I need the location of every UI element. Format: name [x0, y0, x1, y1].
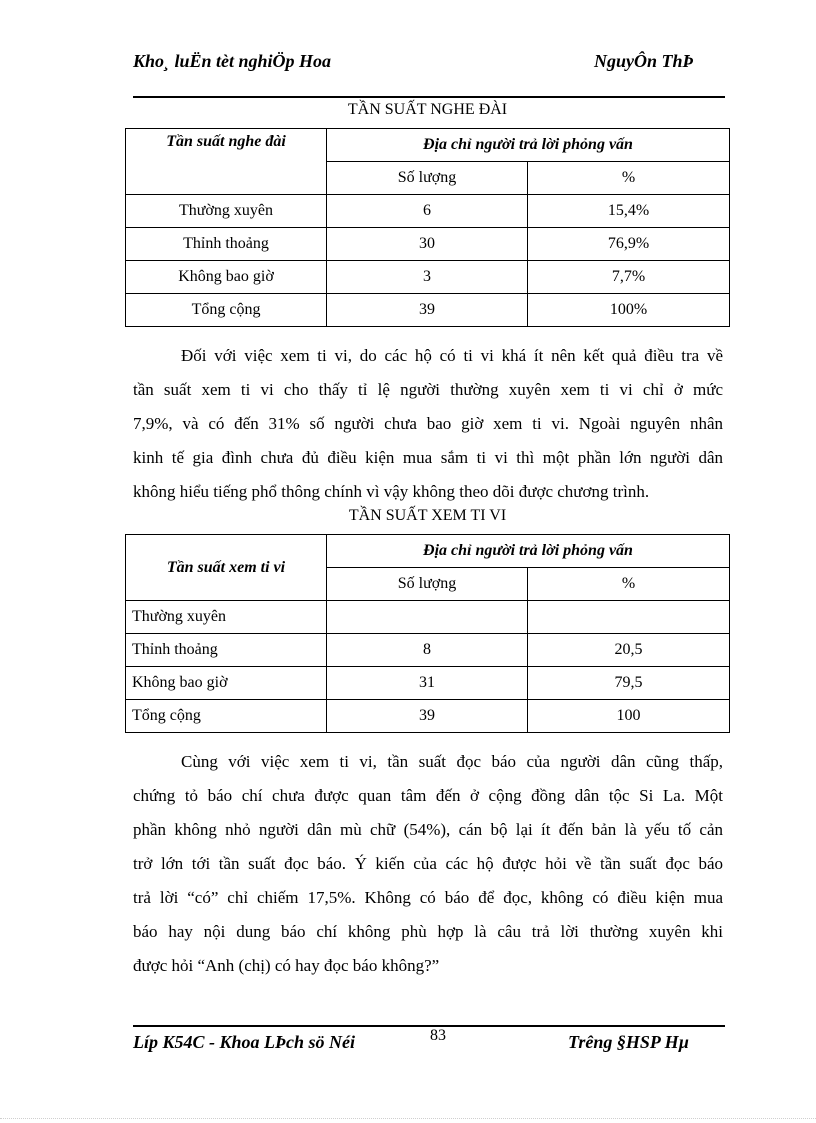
table1-row-pct: 100%	[528, 294, 730, 327]
table-row	[126, 634, 730, 667]
table2	[125, 534, 730, 733]
table-row	[126, 294, 730, 327]
table1-row-label: Thường xuyên	[126, 195, 327, 228]
table1-caption: TẦN SUẤT NGHE ĐÀI	[347, 101, 508, 118]
table2-header-row	[126, 535, 730, 568]
table2-row-pct	[528, 601, 730, 634]
paragraph-line: tần suất xem ti vi cho thấy tỉ lệ người thường xuyên xem ti vi chỉ ở mức	[133, 380, 723, 399]
table1-row-pct: 7,7%	[528, 261, 730, 294]
table-row	[126, 261, 730, 294]
table1-group-header: Địa chỉ người trả lời phỏng vấn	[327, 129, 730, 162]
table1-row-label: Thỉnh thoảng	[126, 228, 327, 261]
table2-row-label: Không bao giờ	[126, 667, 327, 700]
table1-subheader-count: Số lượng	[327, 162, 528, 195]
table2-row-count	[327, 601, 528, 634]
paragraph-1	[133, 339, 723, 509]
paragraph-line: kinh tế gia đình chưa đủ điều kiện mua sắm ti vi thì một phần lớn người dân	[133, 448, 723, 467]
table2-row-label: Thỉnh thoảng	[126, 634, 327, 667]
table2-caption: TẦN SUẤT XEM TI VI	[348, 507, 507, 524]
table2-col-label: Tần suất xem ti vi	[126, 535, 327, 601]
table1-header-row	[126, 129, 730, 162]
paragraph-2	[133, 745, 723, 983]
footer-right-text: Trêng §HSP Hµ	[568, 1032, 690, 1052]
page-bottom-edge	[0, 1118, 816, 1119]
table2-row-pct: 100	[528, 700, 730, 733]
table1-col-label: Tần suất nghe đài	[126, 129, 327, 195]
table2-subheader-pct: %	[528, 568, 730, 601]
table1-row-pct: 15,4%	[528, 195, 730, 228]
table1	[125, 128, 730, 327]
table2-group-header: Địa chỉ người trả lời phỏng vấn	[327, 535, 730, 568]
table2-row-pct: 79,5	[528, 667, 730, 700]
paragraph-line: trở lớn tới tần suất đọc báo. Ý kiến của các hộ được hỏi về tần suất đọc báo	[133, 854, 723, 873]
table2-row-label: Tổng cộng	[126, 700, 327, 733]
paragraph-line: chứng tỏ báo chí chưa được quan tâm đến ở cộng đồng dân tộc Si La. Một	[133, 786, 723, 805]
paragraph-line: 7,9%, và có đến 31% số người chưa bao giờ xem ti vi. Ngoài nguyên nhân	[133, 414, 723, 433]
table-row	[126, 667, 730, 700]
table2-row-pct: 20,5	[528, 634, 730, 667]
header-rule	[133, 96, 725, 98]
table-row	[126, 228, 730, 261]
table2-row-count: 8	[327, 634, 528, 667]
table2-row-count: 31	[327, 667, 528, 700]
header-right-text: NguyÔn ThÞ	[594, 51, 694, 71]
table1-row-pct: 76,9%	[528, 228, 730, 261]
table-row	[126, 700, 730, 733]
table2-row-count: 39	[327, 700, 528, 733]
paragraph-line: không hiểu tiếng phổ thông chính vì vậy không theo dõi được chương trình.	[133, 482, 650, 501]
paragraph-line: phần không nhỏ người dân mù chữ (54%), cán bộ lại ít đến bản là yếu tố cản	[133, 820, 723, 839]
paragraph-line: Đối với việc xem ti vi, do các hộ có ti vi khá ít nên kết quả điều tra về	[181, 346, 723, 365]
table2-subheader-count: Số lượng	[327, 568, 528, 601]
table1-row-count: 30	[327, 228, 528, 261]
table1-row-label: Tổng cộng	[126, 294, 327, 327]
paragraph-line: báo hay nội dung báo chí không phù hợp là câu trả lời thường xuyên khi	[133, 922, 723, 941]
paragraph-line: được hỏi “Anh (chị) có hay đọc báo không?”	[133, 956, 440, 975]
table1-row-count: 39	[327, 294, 528, 327]
paragraph-line: trả lời “có” chỉ chiếm 17,5%. Không có báo để đọc, không có điều kiện mua	[133, 888, 723, 907]
table-row	[126, 195, 730, 228]
paragraph-line: Cùng với việc xem ti vi, tần suất đọc báo của người dân cũng thấp,	[181, 752, 723, 771]
footer-left-text: Líp K54C - Khoa LÞch sö Néi	[133, 1032, 356, 1052]
table1-row-count: 3	[327, 261, 528, 294]
table1-subheader-pct: %	[528, 162, 730, 195]
table2-row-label: Thường xuyên	[126, 601, 327, 634]
table1-row-label: Không bao giờ	[126, 261, 327, 294]
table1-row-count: 6	[327, 195, 528, 228]
header-left-text: Kho¸ luËn tèt nghiÖp Hoa	[133, 51, 332, 71]
page-number: 83	[430, 1027, 446, 1044]
table-row	[126, 601, 730, 634]
